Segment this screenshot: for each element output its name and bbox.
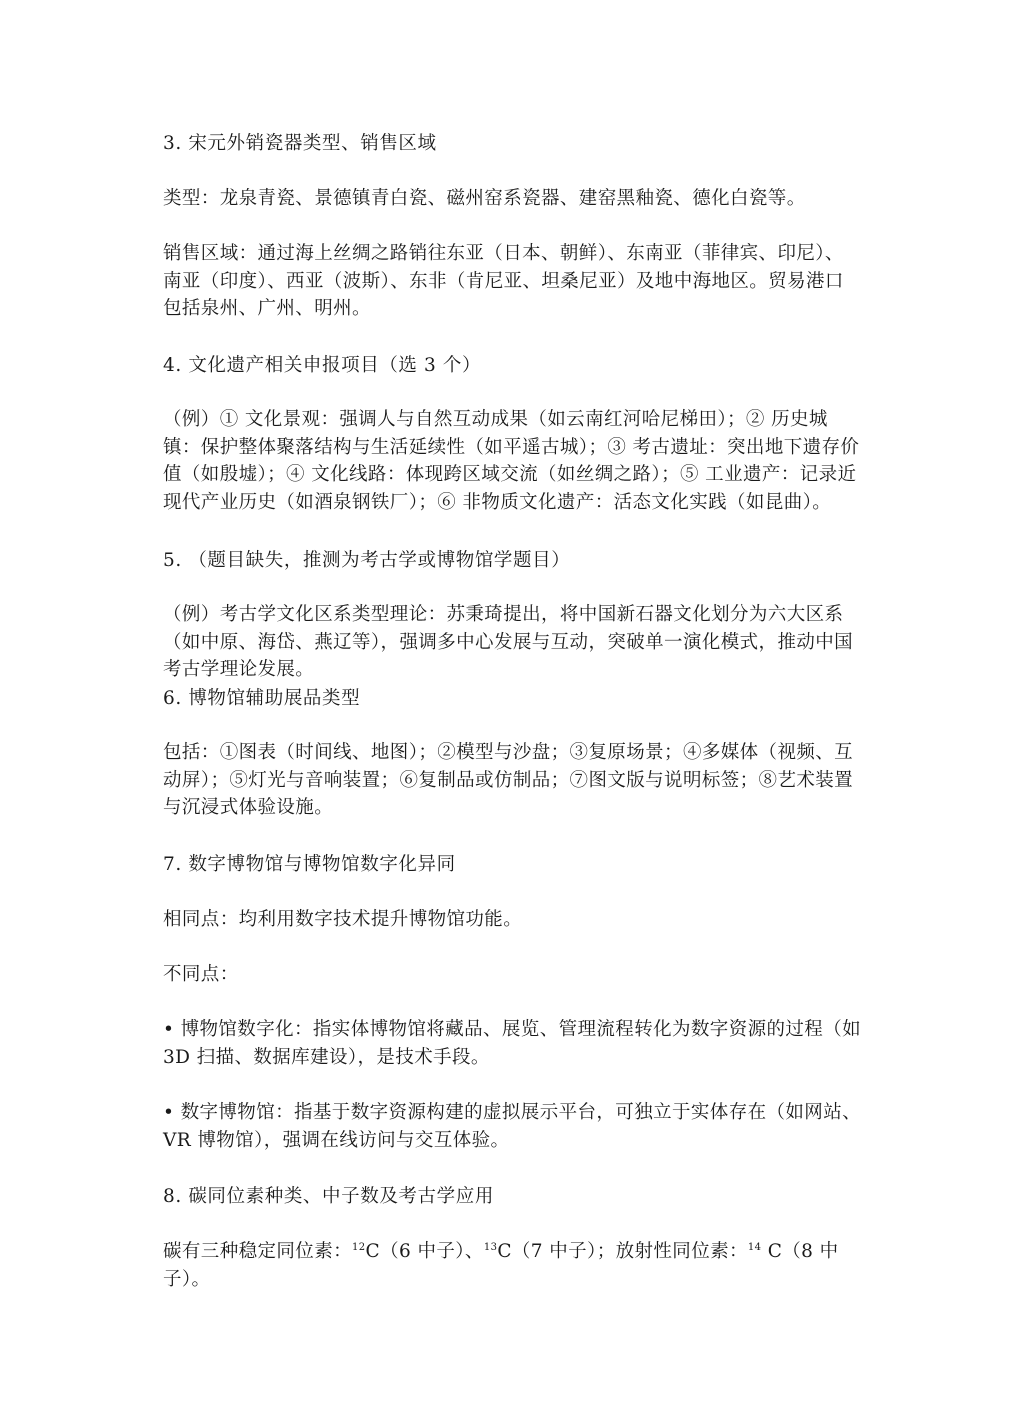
section-3-heading: 3. 宋元外销瓷器类型、销售区域 xyxy=(163,133,437,154)
section-7-heading: 7. 数字博物馆与博物馆数字化异同 xyxy=(163,854,456,875)
isotope-line-prefix: 碳有三种稳定同位素： xyxy=(163,1241,353,1262)
section-7-diff-label: 不同点： xyxy=(163,964,239,985)
isotope-14-mass: 14 xyxy=(747,1241,762,1253)
isotope-14-text: C（8 中子）。 xyxy=(163,1241,839,1290)
section-5-heading: 5. （题目缺失，推测为考古学或博物馆学题目） xyxy=(163,550,571,571)
isotope-12-text: C（6 中子）、 xyxy=(365,1241,484,1262)
section-4-body: （例）① 文化景观：强调人与自然互动成果（如云南红河哈尼梯田）；② 历史城镇：保护整体聚落结构与生活延续性（如平遥古城）；③ 考古遗址：突出地下遗存价值（如殷墟）；④ 文化线路：体现跨区域交流（如丝绸之路）；⑤ 工业遗产：记录近现代产业历史（如酒泉钢铁厂）；⑥ 非物质文化遗产：活态文化实践（如昆曲）。 xyxy=(163,409,860,513)
section-6-body: 包括：①图表（时间线、地图）；②模型与沙盘；③复原场景；④多媒体（视频、互动屏）；⑤灯光与音响装置；⑥复制品或仿制品；⑦图文版与说明标签；⑧艺术装置与沉浸式体验设施。 xyxy=(163,742,854,818)
section-4-heading: 4. 文化遗产相关申报项目（选 3 个） xyxy=(163,355,482,376)
isotope-12-mass: 12 xyxy=(352,1241,366,1253)
section-8-isotopes xyxy=(163,1238,861,1293)
section-3-types: 类型：龙泉青瓷、景德镇青白瓷、磁州窑系瓷器、建窑黑釉瓷、德化白瓷等。 xyxy=(163,188,806,209)
section-3-regions: 销售区域：通过海上丝绸之路销往东亚（日本、朝鲜）、东南亚（菲律宾、印尼）、南亚（印度）、西亚（波斯）、东非（肯尼亚、坦桑尼亚）及地中海地区。贸易港口包括泉州、广州、明州。 xyxy=(163,243,844,319)
section-6-heading: 6. 博物馆辅助展品类型 xyxy=(163,688,361,709)
section-5-body: （例）考古学文化区系类型理论：苏秉琦提出，将中国新石器文化划分为六大区系（如中原、海岱、燕辽等），强调多中心发展与互动，突破单一演化模式，推动中国考古学理论发展。 xyxy=(163,604,854,680)
isotope-13-mass: 13 xyxy=(483,1241,498,1253)
isotope-13-text: C（7 中子）；放射性同位素： xyxy=(497,1241,748,1262)
section-7-bullet-digital-museum: • 数字博物馆：指基于数字资源构建的虚拟展示平台，可独立于实体存在（如网站、VR 博物馆），强调在线访问与交互体验。 xyxy=(163,1102,861,1151)
section-7-bullet-digitization: • 博物馆数字化：指实体博物馆将藏品、展览、管理流程转化为数字资源的过程（如 3D 扫描、数据库建设），是技术手段。 xyxy=(163,1019,861,1068)
section-8-heading: 8. 碳同位素种类、中子数及考古学应用 xyxy=(163,1186,494,1207)
section-7-same: 相同点：均利用数字技术提升博物馆功能。 xyxy=(163,909,523,930)
